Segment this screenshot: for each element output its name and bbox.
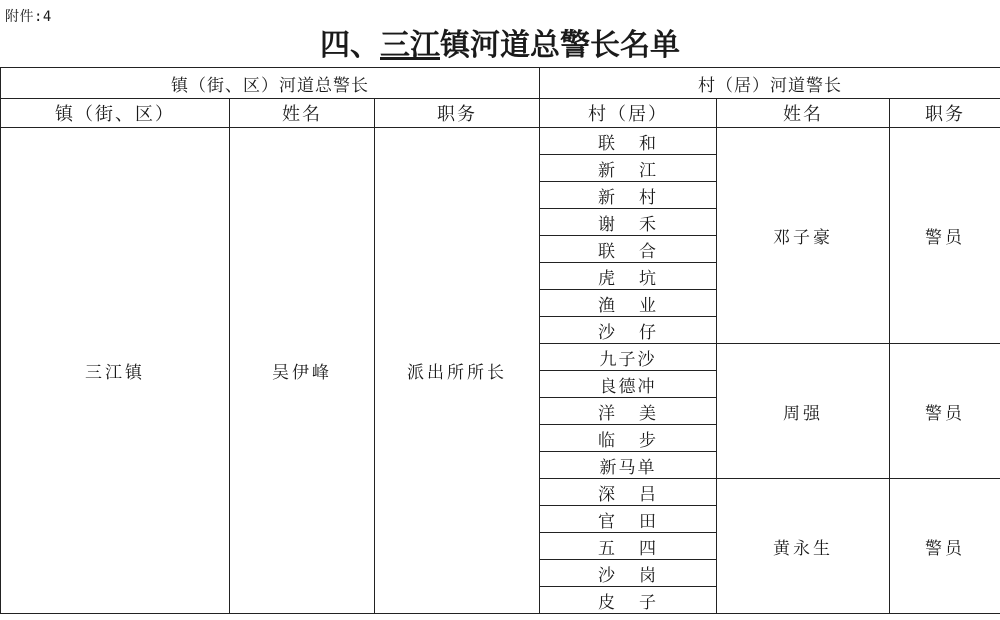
attachment-label: 附件:4 — [5, 9, 52, 25]
title-prefix: 四、 — [320, 28, 380, 63]
village-name-part: 联 — [598, 133, 618, 154]
village-officer-name-cell: 周强 — [717, 344, 890, 479]
village-name-part: 沙 — [598, 565, 618, 586]
village-officer-position-cell: 警员 — [890, 344, 1000, 479]
village-name-part: 新 — [598, 187, 618, 208]
village-cell — [540, 425, 717, 452]
page-title — [0, 26, 1000, 66]
village-name-part: 良德冲 — [599, 376, 657, 397]
village-officer-position-cell: 警员 — [890, 128, 1000, 344]
village-name-part: 步 — [639, 430, 659, 451]
village-name-part: 谢 — [598, 214, 618, 235]
village-name-part: 官 — [598, 511, 618, 532]
village-name-part: 坑 — [639, 268, 659, 289]
village-cell — [540, 479, 717, 506]
title-suffix: 镇河道总警长名单 — [440, 28, 680, 63]
column-header-row — [1, 99, 1000, 128]
town-group-header: 镇（街、区）河道总警长 — [1, 68, 540, 99]
chief-position-column-header: 职务 — [375, 99, 540, 128]
village-name-part: 联 — [598, 241, 618, 262]
chief-name-column-header: 姓名 — [230, 99, 375, 128]
village-name-part: 江 — [639, 160, 659, 181]
village-cell — [540, 182, 717, 209]
village-cell — [540, 560, 717, 587]
village-cell — [540, 452, 717, 479]
village-name-part: 临 — [598, 430, 618, 451]
village-cell — [540, 398, 717, 425]
roster-body — [1, 128, 1000, 614]
group-header-row — [1, 68, 1000, 99]
village-group-header: 村（居）河道警长 — [540, 68, 1000, 99]
village-name-part: 新 — [598, 160, 618, 181]
village-officer-position-cell: 警员 — [890, 479, 1000, 614]
village-cell — [540, 506, 717, 533]
table-row — [1, 128, 1000, 155]
village-name-part: 五 — [598, 538, 618, 559]
village-name-part: 新马单 — [599, 457, 657, 478]
village-cell — [540, 209, 717, 236]
village-cell — [540, 533, 717, 560]
village-cell — [540, 587, 717, 614]
village-name-part: 渔 — [598, 295, 618, 316]
village-name-part: 岗 — [639, 565, 659, 586]
town-chief-position-cell: 派出所所长 — [375, 128, 540, 614]
village-name-part: 子 — [639, 592, 659, 613]
village-name-part: 合 — [639, 241, 659, 262]
village-name-part: 虎 — [598, 268, 618, 289]
village-name-part: 皮 — [598, 592, 618, 613]
village-cell — [540, 155, 717, 182]
village-officer-name-cell: 黄永生 — [717, 479, 890, 614]
village-name-part: 田 — [639, 511, 659, 532]
title-underlined-place: 三江 — [380, 28, 440, 63]
village-name-part: 美 — [639, 403, 659, 424]
town-chief-name-cell: 吴伊峰 — [230, 128, 375, 614]
officer-position-column-header: 职务 — [890, 99, 1000, 128]
town-name-cell: 三江镇 — [1, 128, 230, 614]
village-cell — [540, 317, 717, 344]
village-name-part: 洋 — [598, 403, 618, 424]
village-name-part: 吕 — [639, 484, 659, 505]
village-name-part: 仔 — [639, 322, 659, 343]
village-name-part: 九子沙 — [599, 349, 657, 370]
village-cell — [540, 263, 717, 290]
village-column-header: 村（居） — [540, 99, 717, 128]
police-chief-roster-table — [0, 67, 1000, 614]
town-column-header: 镇（街、区） — [1, 99, 230, 128]
village-officer-name-cell: 邓子豪 — [717, 128, 890, 344]
village-name-part: 四 — [639, 538, 659, 559]
village-name-part: 沙 — [598, 322, 618, 343]
village-cell — [540, 236, 717, 263]
village-cell — [540, 371, 717, 398]
officer-name-column-header: 姓名 — [717, 99, 890, 128]
village-name-part: 和 — [639, 133, 659, 154]
village-cell — [540, 128, 717, 155]
village-name-part: 禾 — [639, 214, 659, 235]
village-cell — [540, 344, 717, 371]
village-name-part: 深 — [598, 484, 618, 505]
village-name-part: 业 — [639, 295, 659, 316]
village-name-part: 村 — [639, 187, 659, 208]
village-cell — [540, 290, 717, 317]
